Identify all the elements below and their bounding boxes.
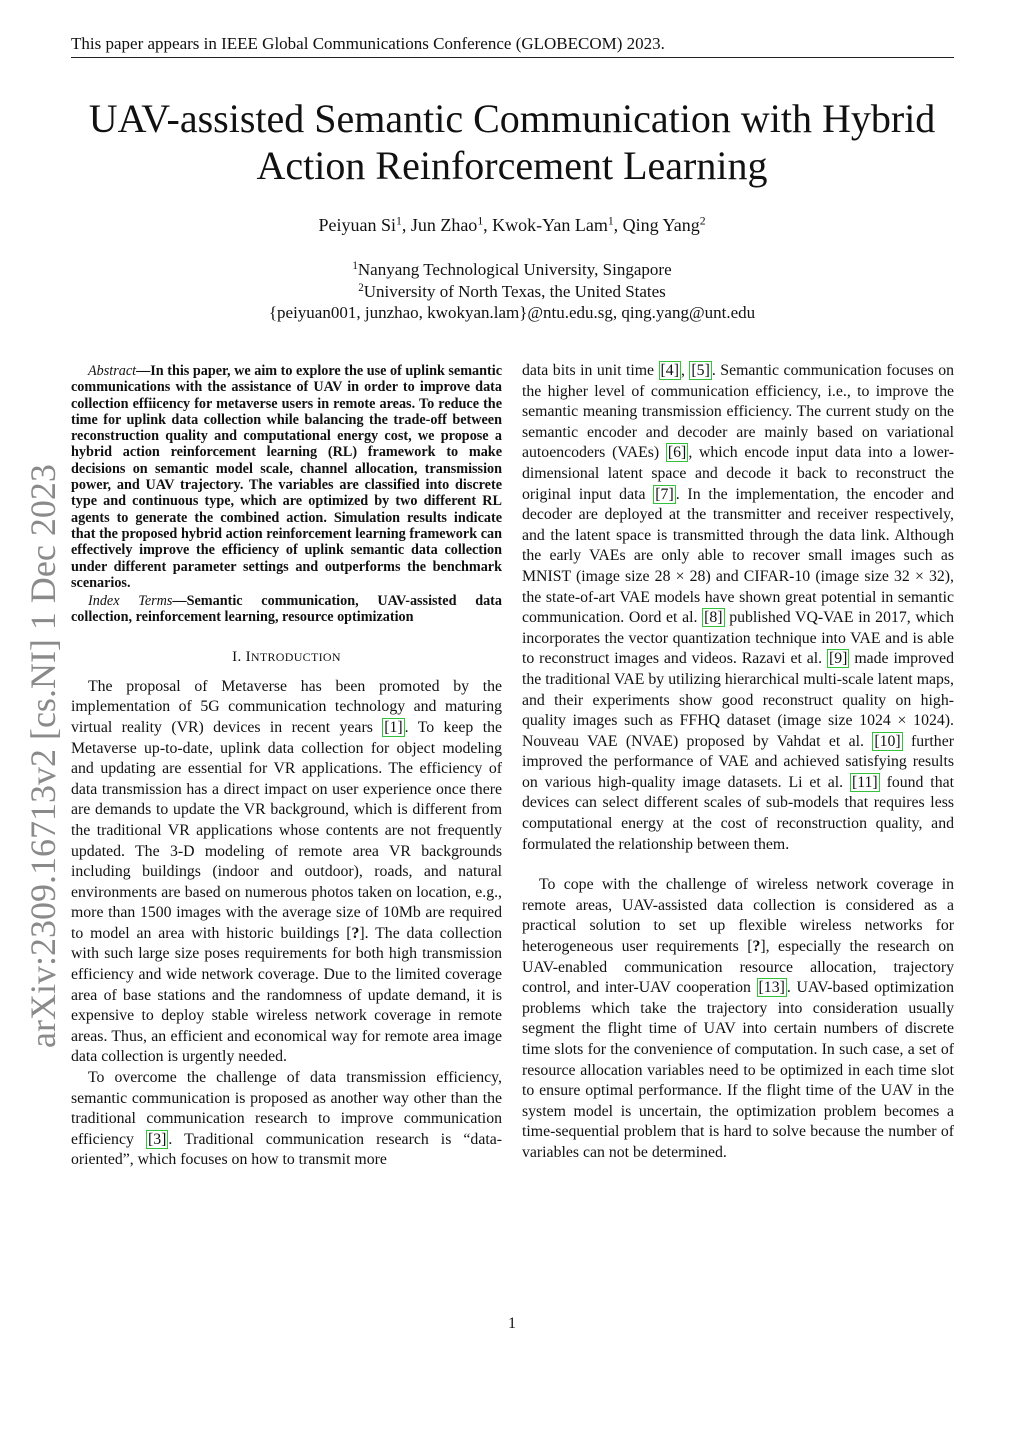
author-name: Peiyuan Si (318, 215, 396, 235)
title-line-2: Action Reinforcement Learning (256, 143, 768, 188)
paper-title (40, 95, 984, 189)
author-emails: {peiyuan001, junzhao, kwokyan.lam}@ntu.edu.sg, qing.yang@unt.edu (268, 303, 756, 322)
author-name: Kwok-Yan Lam (492, 215, 608, 235)
text-run: further improved the performance of VAE and achieved satisfying results on various high-quality image datasets. Li et al. (522, 732, 954, 791)
unresolved-reference: ? (752, 938, 761, 956)
affiliation (0, 259, 1024, 281)
text-run: ], especially the research on UAV-enabled communication resource allocation, trajectory control, and inter-UAV cooperation (522, 938, 954, 997)
text-run: To overcome the challenge of data transmission efficiency, semantic communication is proposed as another way other than the traditional communication research to improve communication efficiency (71, 1069, 502, 1148)
author-list (0, 215, 1024, 236)
index-terms (71, 593, 502, 626)
text-run: . To keep the Metaverse up-to-date, uplink data collection for object modeling and updating are essential for VR applications. The efficiency of data transmission has a direct impact on user experience once there are demands to update the VR background, which is different from the traditional VR applications whose contents are not frequently updated. The 3-D modeling of remote area VR backgrounds including buildings (indoor and outdoor), roads, and natural environments are based on numerous photos taken on location, e.g., more than 1500 images with the average size of 10Mb are required to model an area with historic buildings [ (71, 718, 503, 942)
author-affiliation-mark: 2 (699, 214, 706, 228)
author (318, 215, 410, 235)
affiliation-mark: 1 (352, 259, 358, 272)
citation-link[interactable]: [5] (691, 362, 710, 379)
text-run: The proposal of Metaverse has been promoted by the implementation of 5G communication technology and maturing virtual reality (VR) devices in recent years (71, 677, 502, 736)
conference-note: This paper appears in IEEE Global Communications Conference (GLOBECOM) 2023. (71, 34, 665, 53)
citation-link[interactable]: [3] (147, 1130, 167, 1148)
author (411, 215, 492, 235)
text-run: , (680, 362, 690, 379)
author (623, 215, 706, 235)
intro-paragraph (522, 875, 954, 1163)
author-affiliation-mark: 1 (395, 214, 402, 228)
author-separator: , (483, 215, 493, 235)
affiliation (0, 281, 1024, 303)
text-run: found that devices can select different scales of sub-models that requires less computational energy at the cost of reconstruction quality, and formulated the relationship between them. (522, 773, 954, 853)
abstract-label: Abstract (88, 363, 137, 379)
author-name: Qing Yang (622, 215, 700, 235)
text-run: . In the implementation, the encoder and decoder are deployed at the transmitter and receiver respectively, and the latent space is transmitted through the data link. Although the early VAEs are only able to recover small images such as MNIST (image size 28 × 28) and CIFAR-10 (image size 32 × 32), the state-of-art VAE models have shown great potential in semantic communication. Oord et al. (522, 485, 955, 627)
citation-link[interactable]: [11] (851, 773, 878, 791)
left-column (71, 363, 502, 1171)
author-affiliation-mark: 1 (607, 214, 614, 228)
right-column (522, 361, 954, 1164)
citation-link[interactable]: [10] (874, 732, 901, 750)
text-run: published VQ-VAE in 2017, which incorporates the vector quantization technique into VAE and is able to reconstruct images and videos. Razavi et al. (522, 609, 954, 668)
title-line-1: UAV-assisted Semantic Communication with Hybrid (88, 96, 936, 141)
text-run: , which encode input data into a lower-dimensional latent space and decode it back to reconstruct the original input data (522, 444, 954, 503)
author-affiliation-mark: 1 (477, 214, 484, 228)
author (492, 215, 623, 235)
text-run: To cope with the challenge of wireless network coverage in remote areas, UAV-assisted data collection is considered as a practical solution to set up flexible wireless networks for heterogeneous user requirements [ (522, 876, 954, 956)
citation-link[interactable]: [9] (829, 650, 848, 668)
citation-link[interactable]: [1] (384, 718, 403, 736)
text-run: ]. The data collection with such large size poses requirements for both high transmission efficiency and wide network coverage. Due to the limited coverage area of base stations and the randomness of update demand, it is expensive to deploy stable wireless network coverage in remote areas. Thus, an efficient and economical way for remote area image data collection is urgently needed. (71, 924, 503, 1066)
text-run: . UAV-based optimization problems which take the trajectory into consideration usually segment the flight time of UAV into certain numbers of discrete time slots for the convenience of computation. In such case, a set of resource allocation variables need to be optimized in each time slot to ensure optimal performance. If the flight time of the UAV in the system model is uncertain, the optimization problem becomes a time-sequential problem that is hard to solve because the number of variables can not be determined. (522, 979, 954, 1161)
section-numeral: I. (232, 648, 242, 665)
unresolved-reference: ? (351, 924, 360, 942)
author-name: Jun Zhao (410, 215, 478, 235)
intro-paragraph (71, 677, 502, 1068)
abstract-text: —In this paper, we aim to explore the use of uplink semantic communications with the assistance of UAV in order to improve data collection effiicency for metaverse users in remote areas. To reduce the time for uplink data collection while balancing the trade-off between reconstruction quality and computational energy cost, we propose a hybrid action reinforcement learning (RL) framework to make decisions on semantic model scale, channel allocation, transmission power, and UAV trajectory. The variables are classified into discrete type and continuous type, which are optimized by two different RL agents to generate the combined action. Simulation results indicate that the proposed hybrid action reinforcement learning framework can effectively improve the efficiency of uplink semantic data collection under different parameter settings and outperforms the benchmark scenarios. (71, 363, 502, 591)
section-heading-introduction (71, 649, 502, 666)
abstract (71, 363, 502, 591)
index-terms-text: —Semantic communication, UAV-assisted data collection, reinforcement learning, resource optimization (71, 593, 502, 626)
intro-paragraph (522, 361, 954, 855)
citation-link[interactable]: [7] (655, 485, 674, 503)
affiliation-text: University of North Texas, the United States (363, 281, 666, 301)
index-terms-label: Index Terms (88, 593, 173, 610)
affiliation-text: Nanyang Technological University, Singapore (357, 260, 672, 279)
author-separator: , (613, 215, 623, 235)
page-number: 1 (508, 1315, 516, 1332)
section-title-rest: NTRODUCTION (250, 649, 341, 664)
header-rule (71, 57, 954, 58)
text-run: . Traditional communication research is “data-oriented”, which focuses on how to transmit more (71, 1130, 502, 1169)
citation-link[interactable]: [6] (667, 444, 687, 462)
section-title-first-letter: I (245, 648, 251, 665)
intro-paragraph (71, 1068, 502, 1171)
citation-link[interactable]: [4] (660, 362, 679, 379)
citation-link[interactable]: [8] (704, 609, 723, 627)
citation-link[interactable]: [13] (758, 979, 785, 997)
author-separator: , (401, 215, 411, 235)
affiliation-mark: 2 (358, 281, 364, 294)
text-run: made improved the traditional VAE by utilizing hierarchical multi-scale latent maps, and their experiments show good reconstruct quality on high-quality images such as FFHQ dataset (image size 1024 × 1024). Nouveau VAE (NVAE) proposed by Vahdat et al. (522, 650, 954, 750)
text-run: . Semantic communication focuses on the higher level of communication efficiency, i.e., to improve the semantic meaning transmission efficiency. The current study on the semantic encoder and decoder are mainly based on variational autoencoders (VAEs) (522, 362, 954, 462)
affiliations (0, 259, 1024, 324)
arxiv-watermark: arXiv:2309.16713v2 [cs.NI] 1 Dec 2023 (23, 464, 63, 1048)
text-run: data bits in unit time (522, 362, 659, 379)
